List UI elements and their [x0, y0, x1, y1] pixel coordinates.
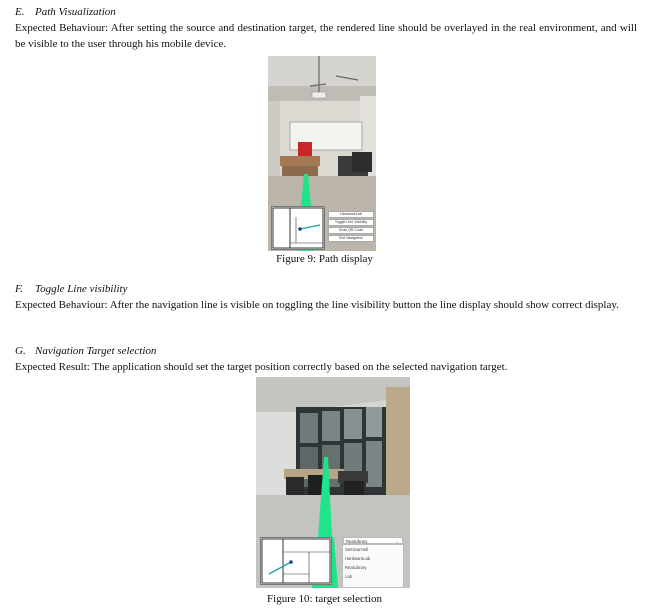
minimap-panel — [271, 206, 325, 250]
figure-10-image — [256, 377, 410, 588]
dropdown-selected — [343, 537, 403, 544]
minimap-drawing — [261, 538, 331, 584]
section-f-body: Expected Behaviour: After the navigation line is visible on toggling the line visibility button the line display should show correct display. — [15, 299, 619, 311]
exit-navigation-button: Exit Navigation — [328, 235, 374, 242]
section-e-heading — [15, 6, 116, 18]
figure-9-image — [268, 56, 376, 251]
section-number: F. — [15, 283, 24, 295]
figure-10-caption: Figure 10: target selection — [267, 593, 382, 605]
minimap-drawing — [272, 207, 324, 249]
section-title: Toggle Line visibility — [35, 283, 128, 295]
chevron-down-icon: ⌄ — [395, 539, 399, 544]
dropdown-selected-label: RealLibrary — [346, 539, 368, 544]
section-number: G. — [15, 345, 26, 357]
section-g-heading — [15, 345, 156, 357]
scan-qr-code-button: Scan QR Code — [328, 227, 374, 234]
navigation-target-dropdown: HardwareLab — [328, 211, 374, 218]
navigation-target-dropdown — [342, 539, 404, 588]
section-g-body: Expected Result: The application should set the target position correctly based on the selected navigation target. — [15, 361, 508, 373]
dropdown-option: HardwareLab — [345, 556, 371, 561]
section-f-heading — [15, 283, 128, 295]
section-title: Path Visualization — [35, 6, 116, 18]
toggle-line-visibility-button: Toggle Line Visibility — [328, 219, 374, 226]
figure-9-caption: Figure 9: Path display — [276, 253, 373, 265]
section-title: Navigation Target selection — [35, 345, 157, 357]
dropdown-option: RealLibrary — [345, 565, 367, 570]
section-number: E. — [15, 6, 25, 18]
section-e-body: Expected Behaviour: After setting the source and destination target, the rendered line should be overlayed in the real environment, and will be visible to the user through his mobile device. — [15, 22, 637, 50]
dropdown-option: Lab — [345, 574, 352, 579]
minimap-panel — [260, 537, 332, 585]
dropdown-option: SeminarHall — [345, 547, 368, 552]
